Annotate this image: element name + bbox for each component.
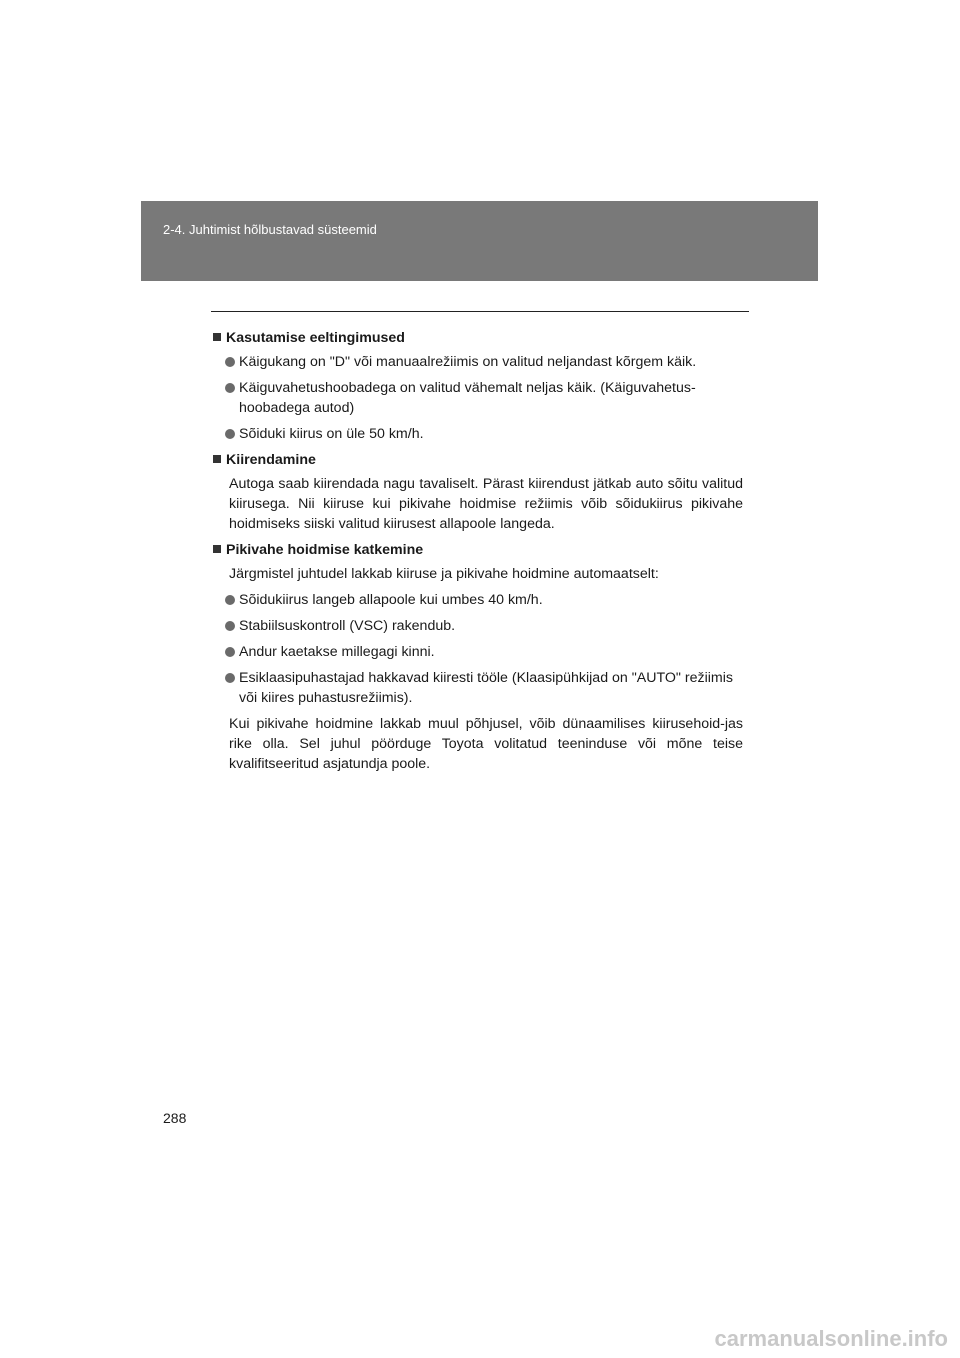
footer-bar xyxy=(0,1320,960,1358)
section-header-bar xyxy=(141,201,818,281)
list-item-text: Sõiduki kiirus on üle 50 km/h. xyxy=(239,426,424,442)
list-item xyxy=(225,424,743,444)
square-bullet-icon xyxy=(213,455,221,463)
section-title: 2-4. Juhtimist hõlbustavad süsteemid xyxy=(163,222,377,237)
list-item-text: Esiklaasipuhastajad hakkavad kiiresti tööle (Klaasipühkijad on "AUTO" režiimis või kiires puhastusrežiimis). xyxy=(239,670,733,706)
square-bullet-icon xyxy=(213,545,221,553)
heading-text: Kiirendamine xyxy=(226,452,316,468)
list-item xyxy=(225,642,743,662)
round-bullet-icon xyxy=(225,621,235,631)
round-bullet-icon xyxy=(225,595,235,605)
list-item-text: Sõidukiirus langeb allapoole kui umbes 40 km/h. xyxy=(239,592,543,608)
square-bullet-icon xyxy=(213,333,221,341)
heading-text: Pikivahe hoidmise katkemine xyxy=(226,542,424,558)
list-item-text: Stabiilsuskontroll (VSC) rakendub. xyxy=(239,618,456,634)
heading-text: Kasutamise eeltingimused xyxy=(226,330,405,346)
paragraph: Kui pikivahe hoidmine lakkab muul põhjusel, võib dünaamilises kiirusehoid-jas rike olla. Sel juhul pöörduge Toyota volitatud teeninduse või mõne teise kvalifitseeritud asjatundja poole. xyxy=(229,716,743,772)
paragraph: Autoga saab kiirendada nagu tavaliselt. Pärast kiirendust jätkab auto sõitu valitud kiirusega. Nii kiiruse kui pikivahe hoidmise režiimis võib sõidukiirus pikivahe hoidmiseks siiski valitud kiirusest allapoole langeda. xyxy=(229,476,743,532)
page-content xyxy=(212,328,743,780)
section-heading xyxy=(212,540,743,560)
divider-rule xyxy=(211,311,749,312)
round-bullet-icon xyxy=(225,357,235,367)
list-item xyxy=(225,378,743,418)
list-item xyxy=(225,590,743,610)
list-item-text: Andur kaetakse millegagi kinni. xyxy=(239,644,435,660)
section-heading xyxy=(212,450,743,470)
watermark[interactable]: carmanualsonline.info xyxy=(714,1326,948,1351)
section-heading xyxy=(212,328,743,348)
round-bullet-icon xyxy=(225,673,235,683)
list-item-text: Käiguvahetushoobadega on valitud vähemalt neljas käik. (Käiguvahetus-hoobadega autod) xyxy=(239,380,696,416)
list-item xyxy=(225,352,743,372)
list-item xyxy=(225,616,743,636)
list-item xyxy=(225,668,743,708)
list-item-text: Käigukang on "D" või manuaalrežiimis on valitud neljandast kõrgem käik. xyxy=(239,354,697,370)
round-bullet-icon xyxy=(225,429,235,439)
page-number: 288 xyxy=(163,1110,187,1126)
paragraph: Järgmistel juhtudel lakkab kiiruse ja pikivahe hoidmine automaatselt: xyxy=(229,566,659,582)
round-bullet-icon xyxy=(225,647,235,657)
round-bullet-icon xyxy=(225,383,235,393)
